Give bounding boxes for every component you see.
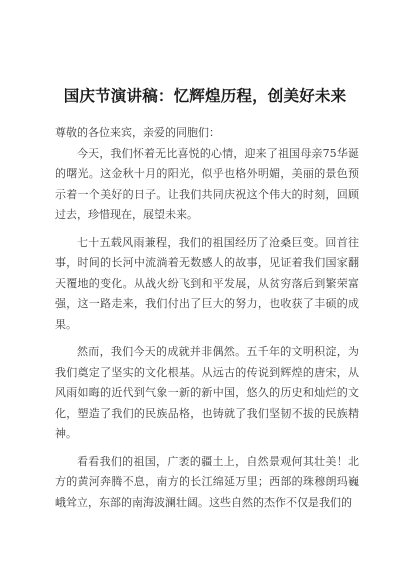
document-title: 国庆节演讲稿：忆辉煌历程，创美好未来 xyxy=(63,87,347,105)
paragraph-4: 看看我们的祖国，广袤的疆土上，自然景观何其壮美！北方的黄河奔腾不息，南方的长江绵延万里；西部的珠穆朗玛巍峨耸立，东部的南海波澜壮阔。这些自然的杰作不仅是我们的 xyxy=(55,454,359,509)
paragraph-2: 七十五载风雨兼程，我们的祖国经历了沧桑巨变。回首往事，时间的长河中流淌着无数感人的故事，见证着我们国家翻天覆地的变化。从战火纷飞到和平发展，从贫穷落后到繁荣富强，这一路走来，我们付出了巨大的努力，也收获了丰硕的成果。 xyxy=(55,235,359,331)
document-body xyxy=(55,123,359,520)
salutation: 尊敬的各位来宾，亲爱的同胞们： xyxy=(55,126,220,139)
paragraph-3: 然而，我们今天的成就并非偶然。五千年的文明积淀，为我们奠定了坚实的文化根基。从远古的传说到辉煌的唐宋，从风雨如晦的近代到气象一新的新中国，悠久的历史和灿烂的文化，塑造了我们的民族品格，也铸就了我们坚韧不拔的民族精神。 xyxy=(55,345,359,440)
paragraph-1: 今天，我们怀着无比喜悦的心情，迎来了祖国母亲75华诞的曙光。这金秋十月的阳光，似乎也格外明媚，美丽的景色预示着一个美好的日子。让我们共同庆祝这个伟大的时刻，回顾过去，珍惜现在，展望未来。 xyxy=(55,146,359,221)
